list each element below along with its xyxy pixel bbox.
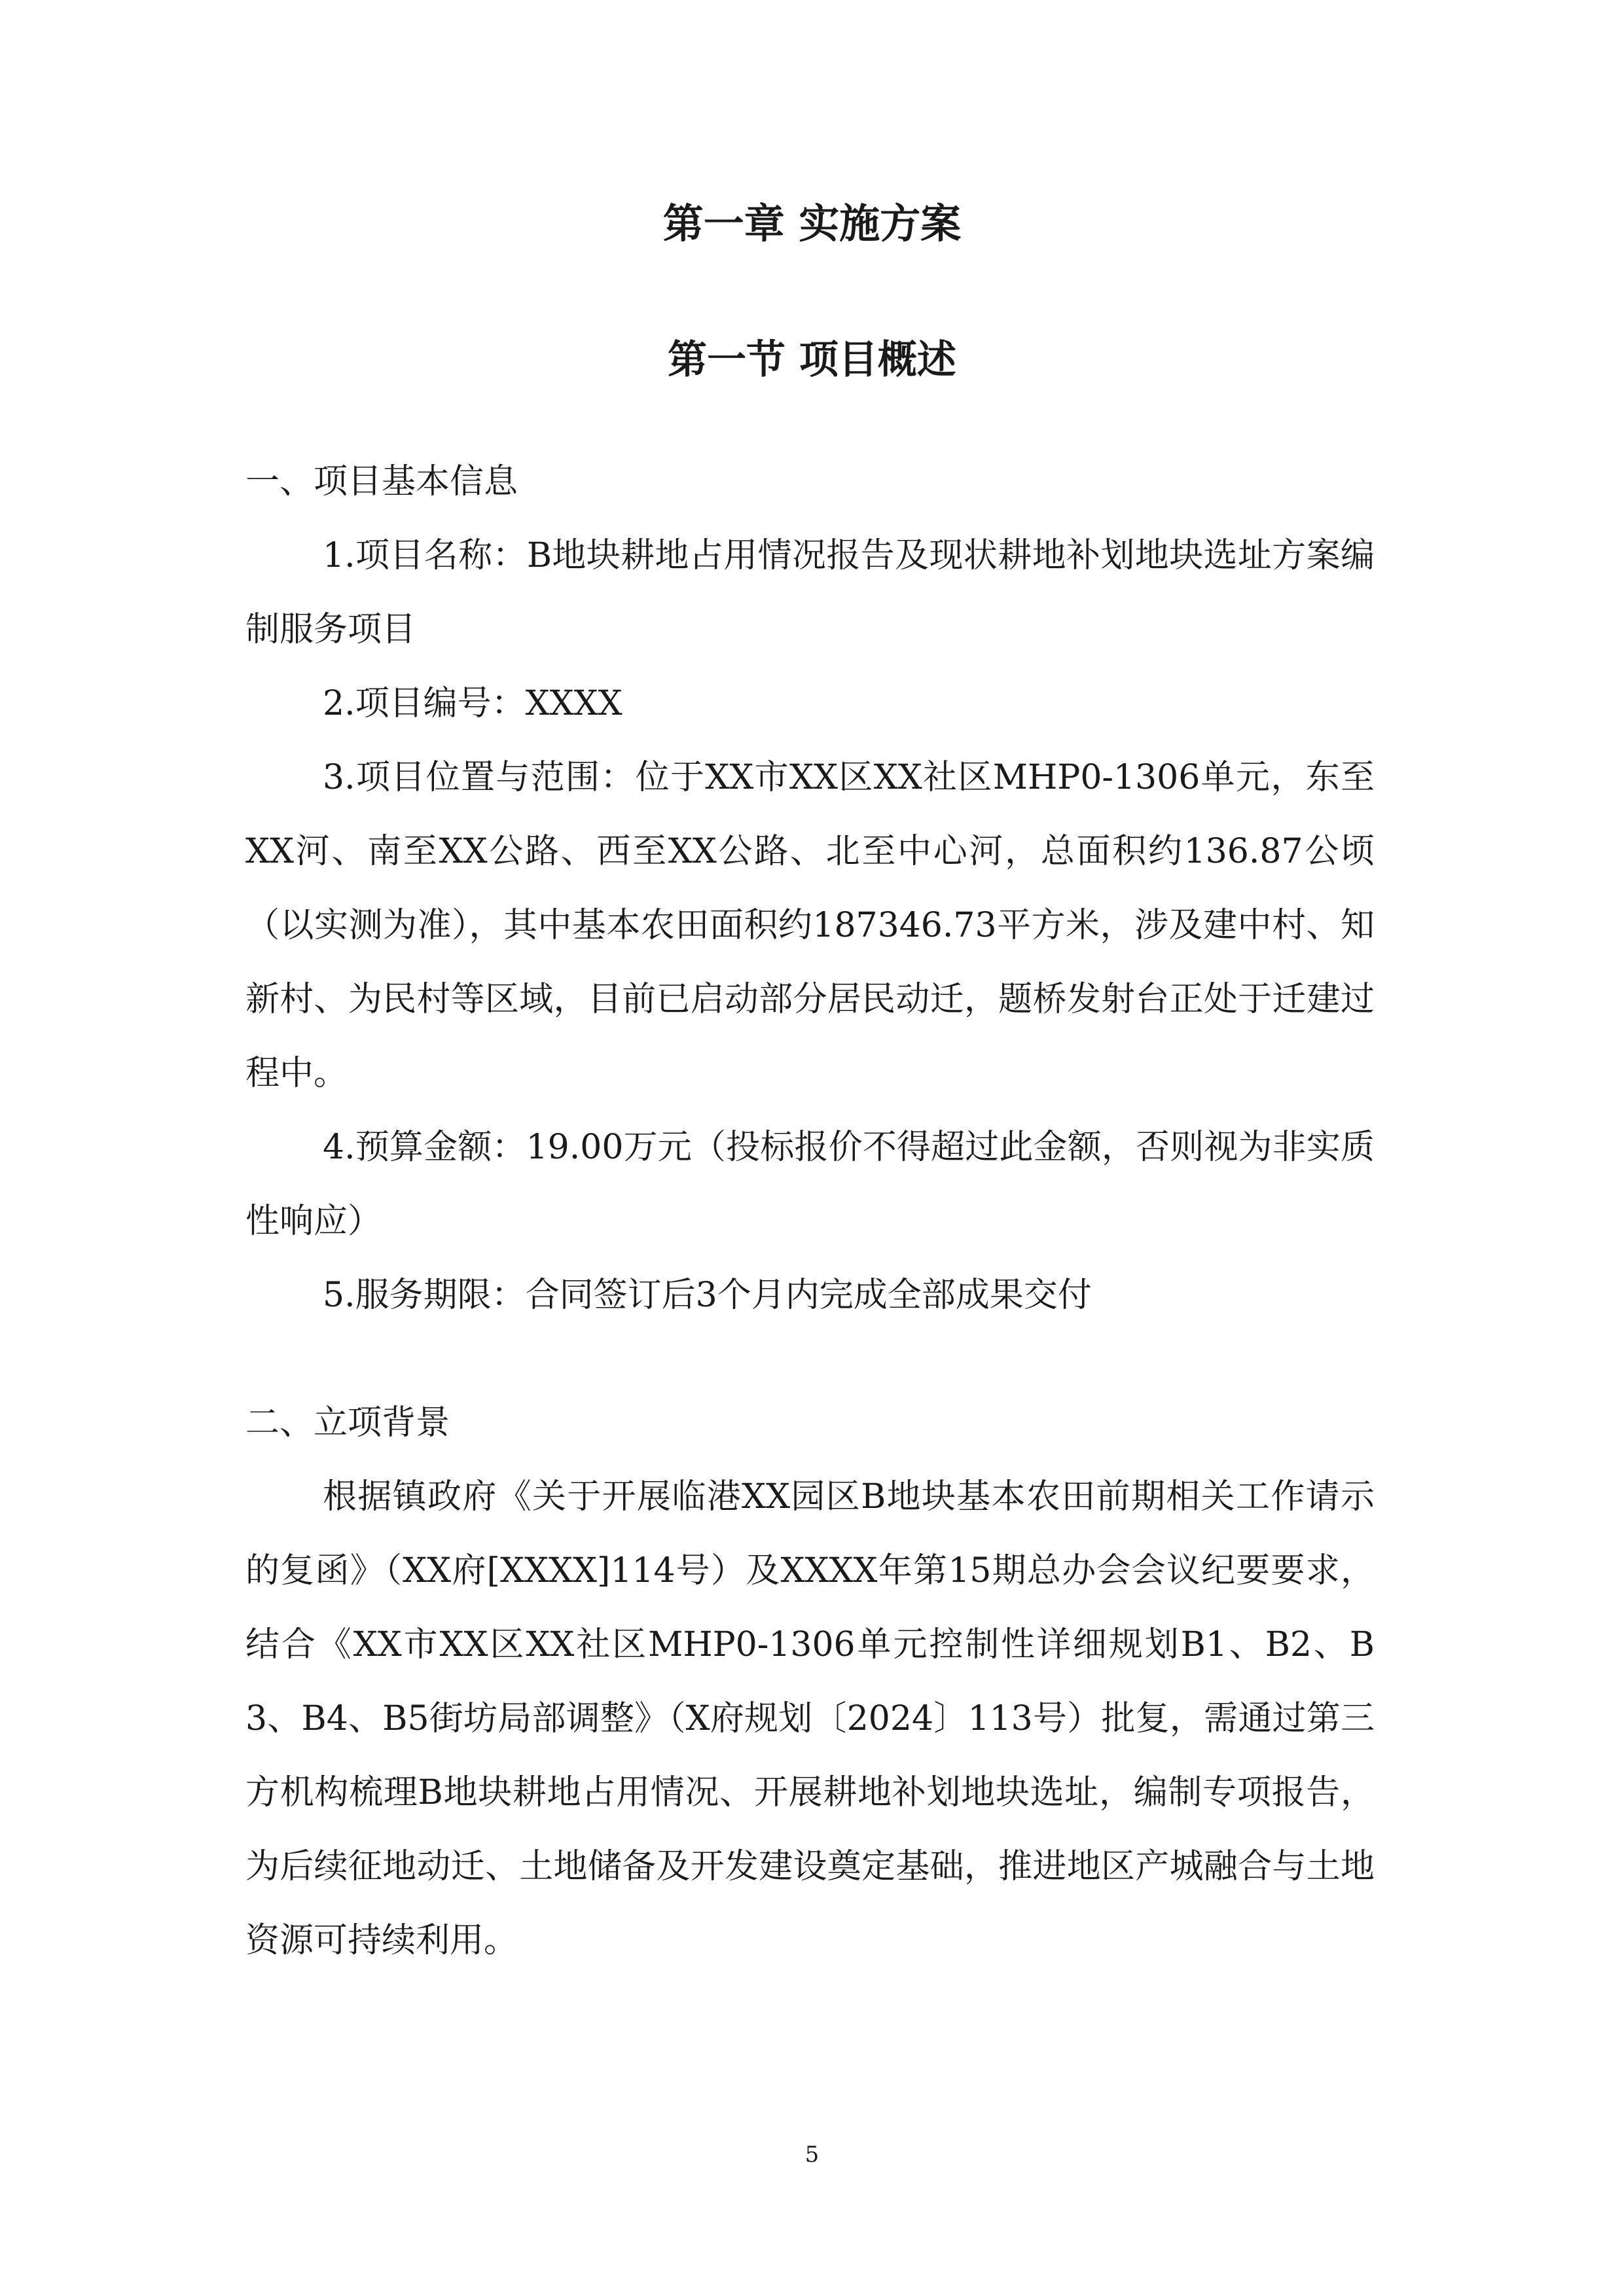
chapter-title: 第一章 实施方案 <box>662 200 962 247</box>
page-number: 5 <box>804 2142 820 2168</box>
basic-info-heading: 一、项目基本信息 <box>245 462 518 501</box>
background-heading: 二、立项背景 <box>245 1403 450 1443</box>
budget-item: 4.预算金额：19.00万元（投标报价不得超过此金额，否则视为非实质性响应） <box>245 1128 1375 1241</box>
project-basic-info <box>245 445 1375 1333</box>
background-paragraph: 根据镇政府《关于开展临港XX园区B地块基本农田前期相关工作请示的复函》（XX府[XXXX]114号）及XXXX年第15期总办会会议纪要要求，结合《XX市XX区XX社区MHP0-1306单元控制性详细规划B1、B2、B3、B4、B5街坊局部调整》（X府规划〔2024〕113号）批复，需通过第三方机构梳理B地块耕地占用情况、开展耕地补划地块选址，编制专项报告，为后续征地动迁、土地储备及开发建设奠定基础，推进地区产城融合与土地资源可持续利用。 <box>245 1477 1375 1960</box>
project-name-item: 1.项目名称：B地块耕地占用情况报告及现状耕地补划地块选址方案编制服务项目 <box>245 536 1375 649</box>
project-background <box>245 1386 1375 1978</box>
project-location-item: 3.项目位置与范围：位于XX市XX区XX社区MHP0-1306单元，东至XX河、南至XX公路、西至XX公路、北至中心河，总面积约136.87公顷（以实测为准），其中基本农田面积约187346.73平方米，涉及建中村、知新村、为民村等区域，目前已启动部分居民动迁，题桥发射台正处于迁建过程中。 <box>245 758 1375 1093</box>
service-period-item: 5.服务期限：合同签订后3个月内完成全部成果交付 <box>323 1276 1092 1315</box>
project-number-item: 2.项目编号：XXXX <box>323 684 623 723</box>
section-title: 第一节 项目概述 <box>668 337 956 383</box>
